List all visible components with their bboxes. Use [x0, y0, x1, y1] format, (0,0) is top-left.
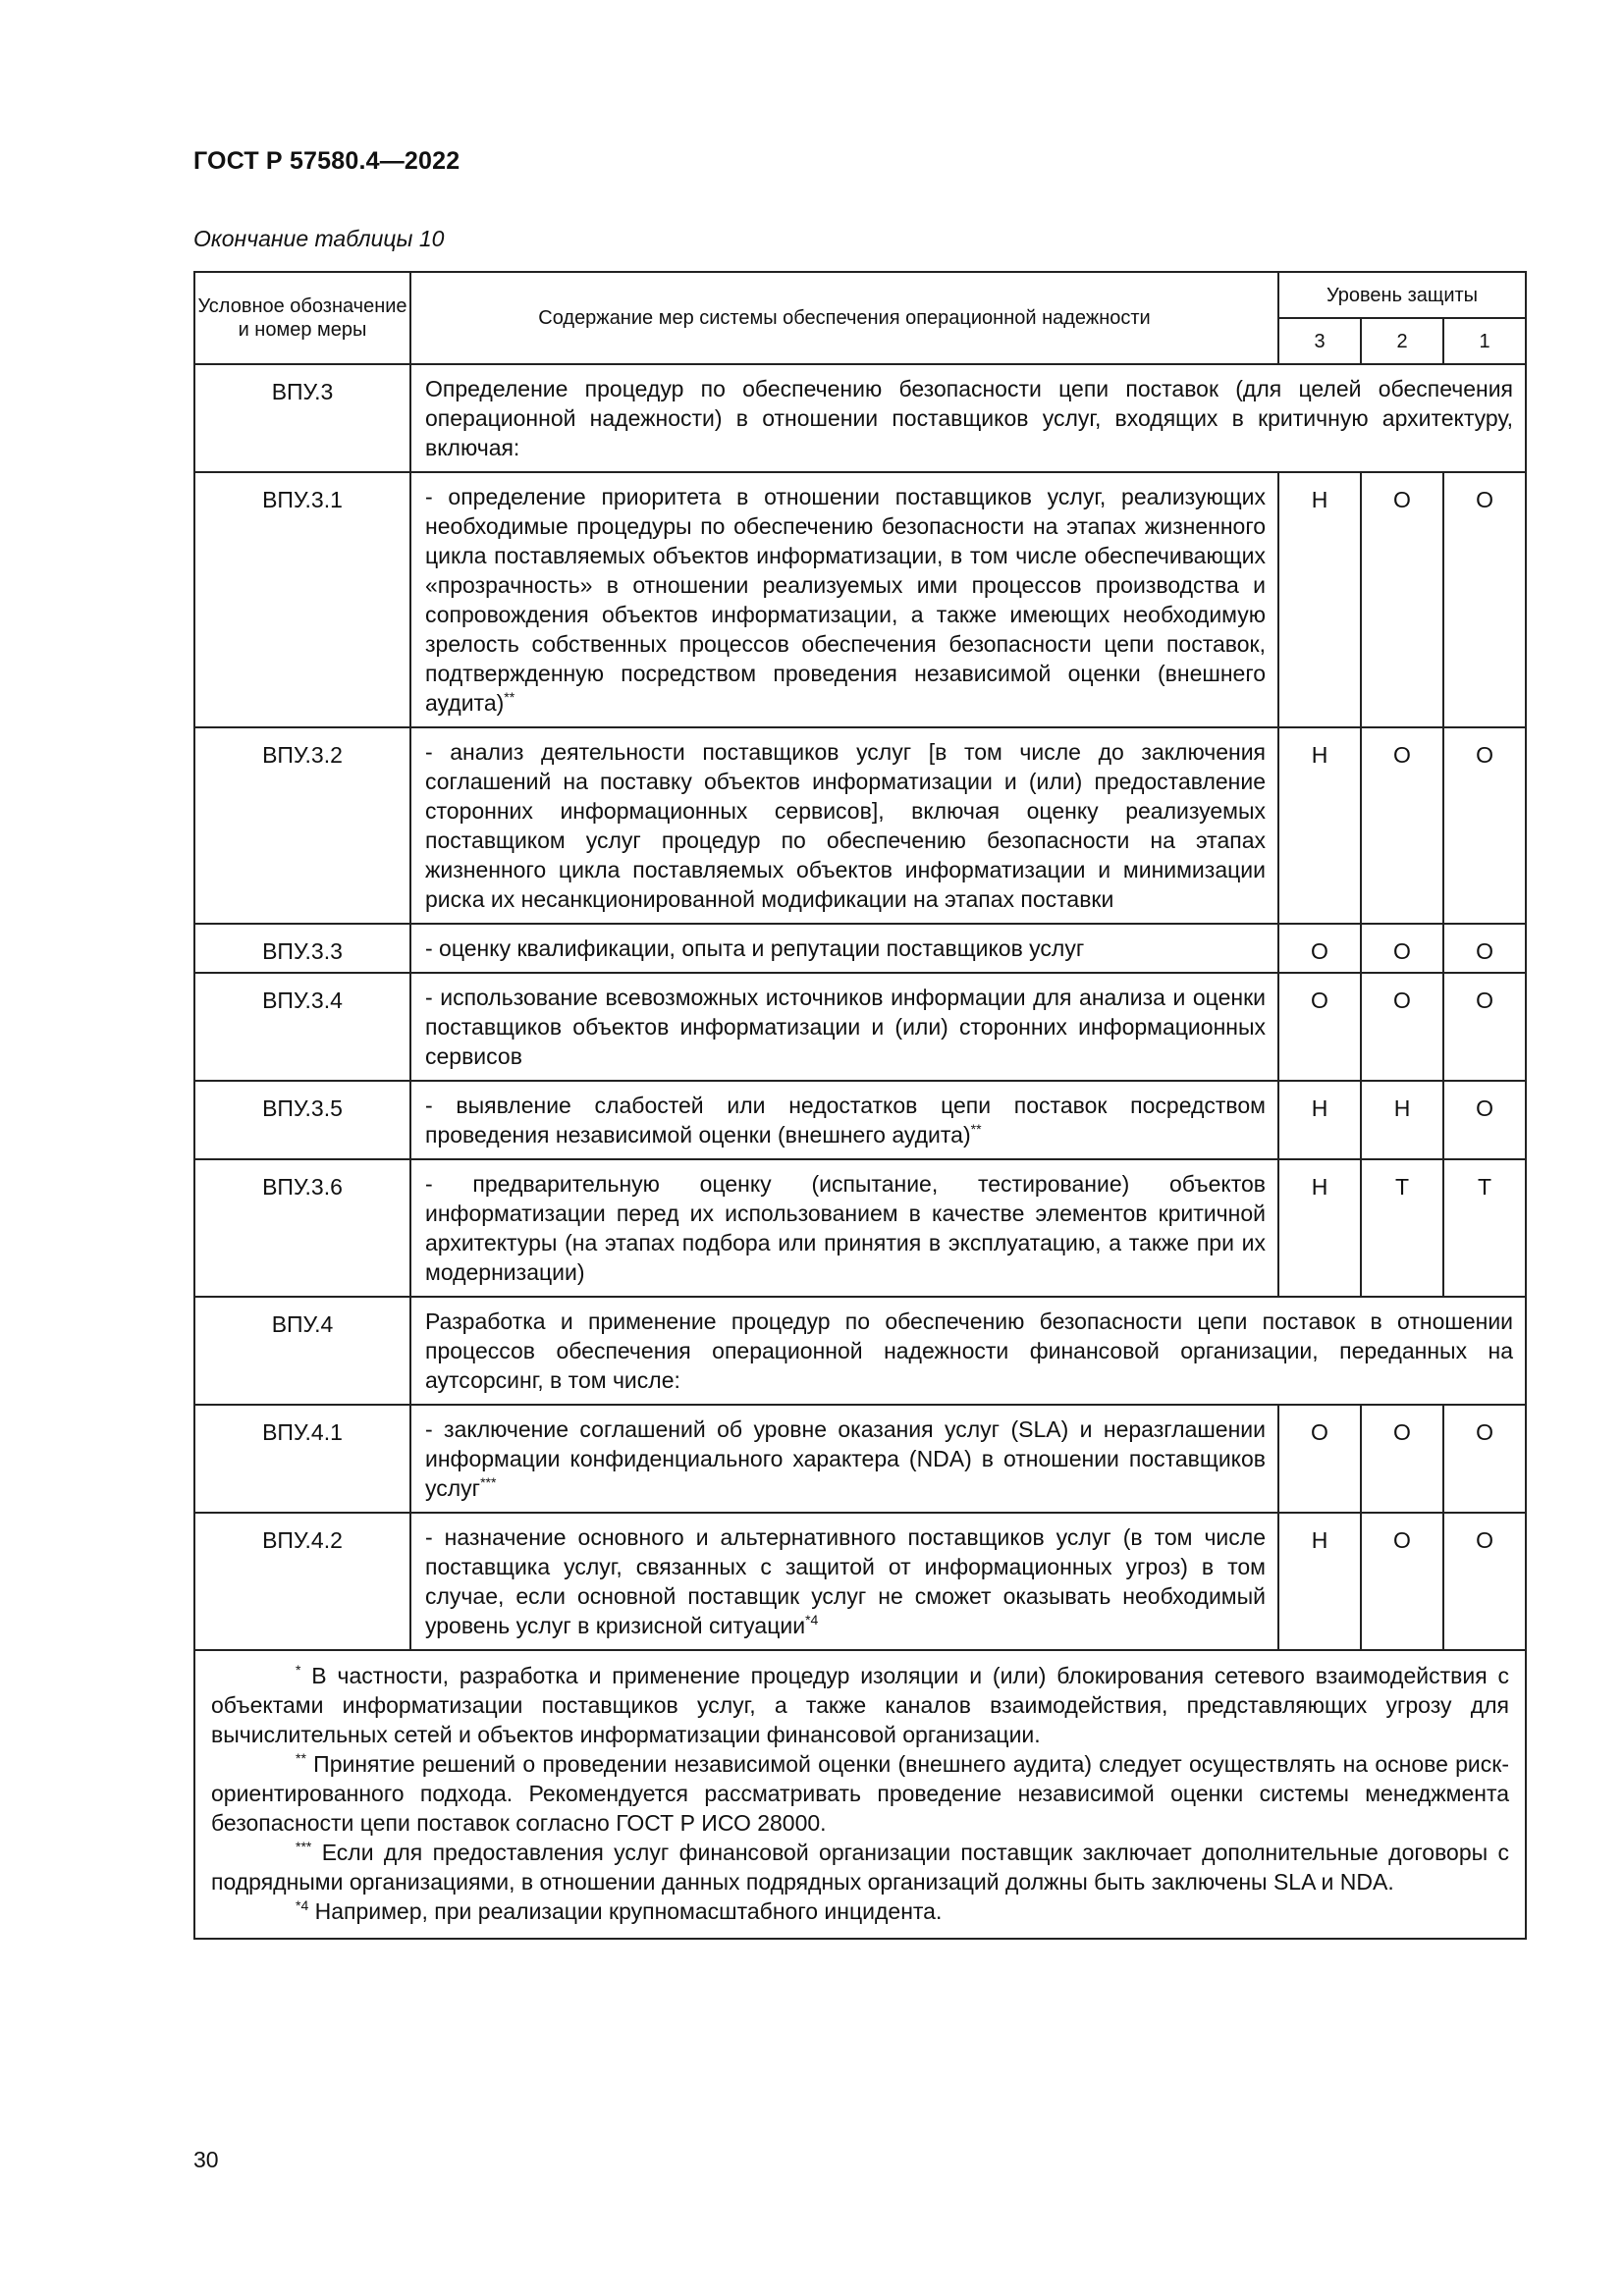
protection-level-cell: О	[1278, 1405, 1361, 1513]
measure-text	[410, 364, 1526, 472]
protection-level-cell: О	[1443, 1405, 1526, 1513]
protection-level-cell: О	[1361, 973, 1443, 1081]
measure-text	[410, 1297, 1526, 1405]
table-row	[194, 973, 1526, 1081]
measure-text	[410, 1081, 1278, 1159]
measure-text	[410, 472, 1278, 727]
header-level-2: 2	[1361, 318, 1443, 364]
protection-level-cell: О	[1443, 973, 1526, 1081]
measure-text	[410, 727, 1278, 924]
measure-code: ВПУ.3.5	[194, 1081, 410, 1159]
header-protection-level: Уровень защиты	[1278, 272, 1526, 318]
measure-text-content: - использование всевозможных источников информации для анализа и оценки поставщиков объектов информатизации и (или) сторонних информационных сервисов	[425, 985, 1266, 1069]
measure-text-content: - анализ деятельности поставщиков услуг [в том числе до заключения соглашений на поставку объектов информатизации и (или) предоставление сторонних информационных сервисов], включая оценку реализуемых поставщиком услуг процедур по обеспечению безопасности на этапах жизненного цикла поставляемых объектов информатизации и минимизации риска их несанкционированной модификации на этапах поставки	[425, 739, 1266, 912]
measure-text-content: - определение приоритета в отношении поставщиков услуг, реализующих необходимые процедуры по обеспечению безопасности на этапах жизненного цикла поставляемых объектов информатизации, в том числе обеспечивающих «прозрачность» в отношении реализуемых ими процессов производства и сопровождения объектов информатизации, а также имеющих необходимую зрелость собственных процессов обеспечения безопасности цепи поставок, подтвержденную посредством проведения независимой оценки (внешнего аудита)	[425, 484, 1266, 716]
measure-text	[410, 1159, 1278, 1297]
protection-level-cell: О	[1278, 924, 1361, 973]
measure-code: ВПУ.4.2	[194, 1513, 410, 1650]
footnote-mark: *4	[805, 1612, 819, 1628]
measure-text	[410, 1405, 1278, 1513]
footnote	[211, 1838, 1509, 1896]
measure-code: ВПУ.3.1	[194, 472, 410, 727]
protection-level-cell: О	[1361, 727, 1443, 924]
measure-code: ВПУ.3.2	[194, 727, 410, 924]
footnote	[211, 1896, 1509, 1926]
measure-text-content: Определение процедур по обеспечению безопасности цепи поставок (для целей обеспечения операционной надежности) в отношении поставщиков услуг, входящих в критичную архитектуру, включая:	[425, 376, 1514, 460]
notes-list	[211, 1661, 1509, 1926]
table-row	[194, 924, 1526, 973]
header-level-3: 3	[1278, 318, 1361, 364]
protection-level-cell: Н	[1278, 727, 1361, 924]
footnote	[211, 1749, 1509, 1838]
footnote-mark: ***	[296, 1839, 312, 1854]
footnote-mark: *4	[296, 1897, 309, 1913]
protection-level-cell: Н	[1278, 1159, 1361, 1297]
header-level-1: 1	[1443, 318, 1526, 364]
footnote-mark: **	[970, 1121, 982, 1137]
footnote-mark: *	[296, 1662, 301, 1678]
measure-code: ВПУ.4.1	[194, 1405, 410, 1513]
protection-level-cell: Н	[1361, 1081, 1443, 1159]
footnote-mark: **	[296, 1750, 306, 1766]
measure-text-content: - выявление слабостей или недостатков цепи поставок посредством проведения независимой оценки (внешнего аудита)	[425, 1093, 1266, 1148]
measure-text-content: Разработка и применение процедур по обеспечению безопасности цепи поставок в отношении процессов обеспечения операционной надежности финансовой организации, переданных на аутсорсинг, в том числе:	[425, 1308, 1514, 1393]
header-content: Содержание мер системы обеспечения операционной надежности	[410, 272, 1278, 364]
table-body	[194, 364, 1526, 1650]
measure-code: ВПУ.3	[194, 364, 410, 472]
footnote-mark: **	[504, 689, 515, 705]
header-code: Условное обозначение и номер меры	[194, 272, 410, 364]
table-row	[194, 472, 1526, 727]
table-row	[194, 727, 1526, 924]
measure-code: ВПУ.3.3	[194, 924, 410, 973]
protection-level-cell: Т	[1443, 1159, 1526, 1297]
document-header: ГОСТ Р 57580.4—2022	[193, 147, 460, 175]
protection-level-cell: О	[1443, 1081, 1526, 1159]
measure-code: ВПУ.4	[194, 1297, 410, 1405]
table-row	[194, 1159, 1526, 1297]
protection-level-cell: Н	[1278, 1081, 1361, 1159]
table-row	[194, 1081, 1526, 1159]
protection-level-cell: О	[1361, 1513, 1443, 1650]
protection-level-cell: О	[1443, 924, 1526, 973]
footnote-text: Например, при реализации крупномасштабного инцидента.	[308, 1898, 943, 1924]
protection-level-cell: О	[1443, 727, 1526, 924]
protection-level-cell: О	[1361, 924, 1443, 973]
protection-level-cell: О	[1443, 1513, 1526, 1650]
protection-level-cell: О	[1361, 1405, 1443, 1513]
page-number: 30	[193, 2147, 219, 2172]
protection-level-cell: Н	[1278, 1513, 1361, 1650]
table-row	[194, 1297, 1526, 1405]
protection-level-cell: О	[1443, 472, 1526, 727]
measure-code: ВПУ.3.4	[194, 973, 410, 1081]
measure-code: ВПУ.3.6	[194, 1159, 410, 1297]
footnote-mark: ***	[480, 1474, 497, 1490]
protection-level-cell: Т	[1361, 1159, 1443, 1297]
protection-level-cell: Н	[1278, 472, 1361, 727]
footnote	[211, 1661, 1509, 1749]
table-row	[194, 1513, 1526, 1650]
measure-text	[410, 924, 1278, 973]
protection-level-cell: О	[1361, 472, 1443, 727]
protection-level-cell: О	[1278, 973, 1361, 1081]
footnote-text: В частности, разработка и применение процедур изоляции и (или) блокирования сетевого взаимодействия с объектами информатизации поставщиков услуг, а также каналов взаимодействия, представляющих угрозу для вычислительных сетей и объектов информатизации финансовой организации.	[211, 1663, 1510, 1747]
table-caption: Окончание таблицы 10	[193, 226, 445, 251]
measure-text-content: - заключение соглашений об уровне оказания услуг (SLA) и неразглашении информации конфиденциального характера (NDA) в отношении поставщиков услуг	[425, 1416, 1266, 1501]
measures-table	[193, 271, 1527, 1940]
measure-text-content: - оценку квалификации, опыта и репутации поставщиков услуг	[425, 935, 1085, 961]
table-notes	[194, 1650, 1526, 1939]
measure-text-content: - предварительную оценку (испытание, тестирование) объектов информатизации перед их использованием в качестве элементов критичной архитектуры (на этапах подбора или принятия в эксплуатацию, а также при их модернизации)	[425, 1171, 1266, 1285]
table-row	[194, 364, 1526, 472]
measure-text-content: - назначение основного и альтернативного поставщиков услуг (в том числе поставщика услуг, связанных с защитой от информационных угроз) в том случае, если основной поставщик услуг не сможет оказывать необходимый уровень услуг в кризисной ситуации	[425, 1524, 1266, 1638]
measure-text	[410, 1513, 1278, 1650]
footnote-text: Принятие решений о проведении независимой оценки (внешнего аудита) следует осуществлять на основе риск-ориентированного подхода. Рекомендуется рассматривать проведение независимой оценки системы менеджмента безопасности цепи поставок согласно ГОСТ Р ИСО 28000.	[211, 1751, 1510, 1836]
measure-text	[410, 973, 1278, 1081]
table-row	[194, 1405, 1526, 1513]
footnote-text: Если для предоставления услуг финансовой организации поставщик заключает дополнительные договоры с подрядными организациями, в отношении данных подрядных организаций должны быть заключены SLA и NDA.	[211, 1840, 1510, 1895]
